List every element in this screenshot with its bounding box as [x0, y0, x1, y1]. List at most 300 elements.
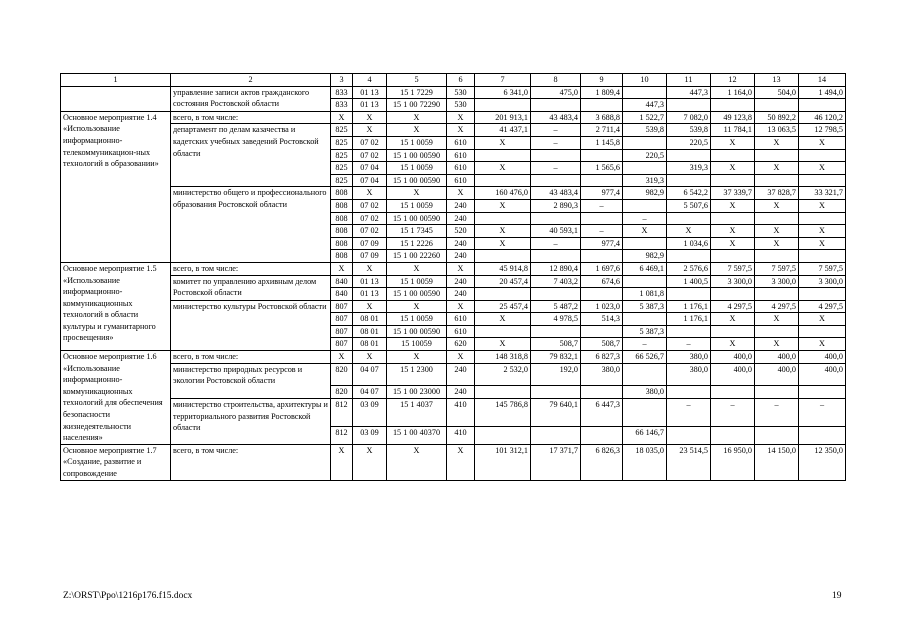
- table-cell: 825: [331, 174, 353, 187]
- table-cell: 400,0: [799, 363, 846, 386]
- table-cell: [623, 162, 667, 175]
- table-cell: 7 082,0: [667, 111, 711, 124]
- table-cell: 23 514,5: [667, 444, 711, 480]
- table-cell: –: [581, 225, 623, 238]
- table-cell: 674,6: [581, 275, 623, 288]
- table-cell: 5 387,3: [623, 300, 667, 313]
- table-cell: [711, 325, 755, 338]
- table-cell: 1 176,1: [667, 313, 711, 326]
- table-cell: 820: [331, 386, 353, 399]
- total-label: всего, в том числе:: [171, 262, 331, 275]
- column-header: 8: [531, 74, 581, 87]
- table-cell: 12 798,5: [799, 124, 846, 137]
- table-cell: [755, 212, 799, 225]
- table-cell: 1 522,7: [623, 111, 667, 124]
- table-cell: X: [353, 111, 387, 124]
- table-cell: –: [531, 162, 581, 175]
- table-cell: 08 01: [353, 338, 387, 351]
- table-cell: –: [667, 398, 711, 426]
- table-cell: 220,5: [623, 149, 667, 162]
- table-cell: 1 023,0: [581, 300, 623, 313]
- table-cell: X: [331, 111, 353, 124]
- table-cell: [475, 288, 531, 301]
- table-row: [61, 363, 846, 386]
- table-cell: 240: [447, 386, 475, 399]
- table-cell: 7 597,5: [799, 262, 846, 275]
- table-cell: 15 1 0059: [387, 313, 447, 326]
- table-cell: [755, 99, 799, 112]
- table-cell: 201 913,1: [475, 111, 531, 124]
- total-label: всего, в том числе:: [171, 111, 331, 124]
- table-cell: X: [755, 225, 799, 238]
- table-cell: [755, 325, 799, 338]
- table-cell: [475, 149, 531, 162]
- table-cell: 14 150,0: [755, 444, 799, 480]
- table-cell: 833: [331, 99, 353, 112]
- table-cell: 380,0: [667, 363, 711, 386]
- table-cell: X: [667, 225, 711, 238]
- table-cell: 520: [447, 225, 475, 238]
- table-cell: 240: [447, 288, 475, 301]
- table-cell: [711, 99, 755, 112]
- table-cell: 79 640,1: [531, 398, 581, 426]
- table-cell: 400,0: [755, 351, 799, 364]
- table-cell: X: [353, 187, 387, 200]
- table-cell: X: [799, 199, 846, 212]
- table-cell: [623, 313, 667, 326]
- table-cell: [531, 288, 581, 301]
- table-cell: 240: [447, 237, 475, 250]
- table-cell: 825: [331, 162, 353, 175]
- table-cell: [623, 136, 667, 149]
- table-cell: 530: [447, 86, 475, 99]
- table-cell: 400,0: [799, 351, 846, 364]
- page-number: 19: [832, 591, 842, 601]
- table-cell: 4 297,5: [799, 300, 846, 313]
- table-cell: X: [387, 124, 447, 137]
- table-cell: X: [475, 237, 531, 250]
- agency-name: министерство природных ресурсов и экологии Ростовской области: [171, 363, 331, 398]
- table-cell: 15 1 00 22260: [387, 250, 447, 263]
- table-cell: [61, 86, 171, 111]
- table-cell: –: [799, 398, 846, 426]
- table-cell: –: [531, 136, 581, 149]
- table-cell: X: [755, 237, 799, 250]
- table-cell: [475, 426, 531, 444]
- table-cell: 812: [331, 398, 353, 426]
- table-cell: 982,9: [623, 187, 667, 200]
- table-cell: X: [475, 162, 531, 175]
- table-cell: X: [711, 162, 755, 175]
- table-cell: X: [331, 444, 353, 480]
- table-cell: 01 13: [353, 275, 387, 288]
- table-cell: 4 978,5: [531, 313, 581, 326]
- table-cell: 807: [331, 300, 353, 313]
- table-cell: 1 809,4: [581, 86, 623, 99]
- table-cell: 447,3: [667, 86, 711, 99]
- table-cell: 6 826,3: [581, 444, 623, 480]
- agency-name: министерство общего и профессионального образования Ростовской области: [171, 187, 331, 263]
- table-cell: 1 565,6: [581, 162, 623, 175]
- table-cell: [667, 325, 711, 338]
- table-cell: [475, 212, 531, 225]
- table-cell: [755, 250, 799, 263]
- table-cell: 825: [331, 149, 353, 162]
- table-cell: X: [387, 444, 447, 480]
- table-cell: 15 1 00 00590: [387, 149, 447, 162]
- table-cell: X: [799, 162, 846, 175]
- table-cell: 15 1 0059: [387, 162, 447, 175]
- table-cell: [623, 237, 667, 250]
- table-cell: X: [475, 225, 531, 238]
- table-cell: X: [799, 313, 846, 326]
- table-cell: 33 321,7: [799, 187, 846, 200]
- table-header-row: [61, 74, 846, 87]
- table-cell: X: [387, 187, 447, 200]
- table-cell: 07 02: [353, 136, 387, 149]
- table-cell: X: [387, 300, 447, 313]
- table-cell: [755, 174, 799, 187]
- table-cell: [531, 250, 581, 263]
- table-cell: 410: [447, 398, 475, 426]
- table-cell: 192,0: [531, 363, 581, 386]
- table-cell: X: [799, 225, 846, 238]
- table-cell: X: [799, 237, 846, 250]
- table-cell: 1 400,5: [667, 275, 711, 288]
- table-cell: 504,0: [755, 86, 799, 99]
- table-cell: [475, 250, 531, 263]
- table-cell: 610: [447, 313, 475, 326]
- table-cell: [475, 325, 531, 338]
- table-cell: 610: [447, 325, 475, 338]
- table-cell: 18 035,0: [623, 444, 667, 480]
- table-cell: [531, 212, 581, 225]
- table-cell: 7 403,2: [531, 275, 581, 288]
- table-cell: 610: [447, 162, 475, 175]
- table-cell: –: [755, 398, 799, 426]
- column-header: 14: [799, 74, 846, 87]
- table-cell: 07 02: [353, 149, 387, 162]
- table-cell: 1 494,0: [799, 86, 846, 99]
- table-row: [61, 275, 846, 288]
- table-cell: 1 697,6: [581, 262, 623, 275]
- table-cell: 508,7: [581, 338, 623, 351]
- table-cell: [799, 99, 846, 112]
- table-cell: 45 914,8: [475, 262, 531, 275]
- table-cell: 17 371,7: [531, 444, 581, 480]
- table-cell: X: [353, 300, 387, 313]
- column-header: 12: [711, 74, 755, 87]
- table-cell: 03 09: [353, 398, 387, 426]
- table-cell: 41 437,1: [475, 124, 531, 137]
- table-cell: 530: [447, 99, 475, 112]
- table-cell: 50 892,2: [755, 111, 799, 124]
- table-cell: 2 890,3: [531, 199, 581, 212]
- table-cell: 5 507,6: [667, 199, 711, 212]
- table-cell: –: [581, 199, 623, 212]
- table-cell: 808: [331, 250, 353, 263]
- table-cell: 2 711,4: [581, 124, 623, 137]
- table-cell: 1 081,8: [623, 288, 667, 301]
- table-cell: 808: [331, 187, 353, 200]
- table-cell: 15 1 00 23000: [387, 386, 447, 399]
- table-cell: 807: [331, 325, 353, 338]
- table-cell: 514,3: [581, 313, 623, 326]
- table-cell: 15 1 0059: [387, 199, 447, 212]
- table-cell: 20 457,4: [475, 275, 531, 288]
- table-cell: 15 1 0059: [387, 275, 447, 288]
- measure-name: Основное мероприятие 1.7 «Создание, развитие и сопровождение: [61, 444, 171, 480]
- table-cell: 1 176,1: [667, 300, 711, 313]
- table-cell: 807: [331, 313, 353, 326]
- table-cell: 977,4: [581, 237, 623, 250]
- table-cell: 610: [447, 136, 475, 149]
- table-cell: X: [475, 136, 531, 149]
- table-cell: [475, 386, 531, 399]
- table-cell: 7 597,5: [755, 262, 799, 275]
- table-cell: X: [711, 338, 755, 351]
- table-cell: X: [447, 111, 475, 124]
- table-cell: 620: [447, 338, 475, 351]
- table-cell: 825: [331, 124, 353, 137]
- table-cell: X: [387, 262, 447, 275]
- table-row: [61, 86, 846, 99]
- agency-name: департамент по делам казачества и кадетских учебных заведений Ростовской области: [171, 124, 331, 187]
- measure-name: Основное мероприятие 1.5 «Использование информационно-коммуникационных технологий в области культуры и гуманитарного просвещения»: [61, 262, 171, 350]
- table-cell: 07 02: [353, 225, 387, 238]
- section-total-row: [61, 351, 846, 364]
- table-cell: [581, 386, 623, 399]
- table-cell: 380,0: [581, 363, 623, 386]
- table-cell: 977,4: [581, 187, 623, 200]
- table-cell: 2 576,6: [667, 262, 711, 275]
- table-cell: 808: [331, 199, 353, 212]
- table-cell: [667, 99, 711, 112]
- table-cell: X: [353, 444, 387, 480]
- table-cell: 15 1 7345: [387, 225, 447, 238]
- table-cell: X: [799, 136, 846, 149]
- table-cell: [581, 426, 623, 444]
- table-cell: [799, 149, 846, 162]
- table-cell: 07 02: [353, 199, 387, 212]
- table-cell: [667, 426, 711, 444]
- table-cell: 15 1 7229: [387, 86, 447, 99]
- table-cell: 447,3: [623, 99, 667, 112]
- table-cell: 08 01: [353, 313, 387, 326]
- table-cell: [755, 288, 799, 301]
- table-cell: 1 145,8: [581, 136, 623, 149]
- table-cell: 43 483,4: [531, 187, 581, 200]
- table-cell: 807: [331, 338, 353, 351]
- table-cell: X: [755, 338, 799, 351]
- table-cell: [799, 174, 846, 187]
- table-cell: X: [331, 262, 353, 275]
- table-cell: X: [447, 444, 475, 480]
- table-cell: 37 339,7: [711, 187, 755, 200]
- table-cell: 15 1 00 00590: [387, 325, 447, 338]
- table-cell: 240: [447, 212, 475, 225]
- table-cell: 08 01: [353, 325, 387, 338]
- measure-name: Основное мероприятие 1.6 «Использование информационно-коммуникационных технологий для обеспечения безопасности жизнедеятельности населения»: [61, 351, 171, 445]
- table-cell: 1 164,0: [711, 86, 755, 99]
- table-cell: [581, 288, 623, 301]
- table-cell: –: [623, 338, 667, 351]
- table-cell: 380,0: [667, 351, 711, 364]
- table-cell: 240: [447, 275, 475, 288]
- table-cell: [667, 174, 711, 187]
- budget-table: [60, 73, 846, 481]
- table-cell: 508,7: [531, 338, 581, 351]
- table-cell: 40 593,1: [531, 225, 581, 238]
- table-cell: [799, 250, 846, 263]
- table-cell: 825: [331, 136, 353, 149]
- table-cell: 43 483,4: [531, 111, 581, 124]
- agency-name: управление записи актов гражданского состояния Ростовской области: [171, 86, 331, 111]
- total-label: всего, в том числе:: [171, 351, 331, 364]
- table-cell: [581, 325, 623, 338]
- table-cell: –: [711, 398, 755, 426]
- table-cell: 400,0: [755, 363, 799, 386]
- table-cell: X: [475, 338, 531, 351]
- table-cell: 3 300,0: [711, 275, 755, 288]
- table-cell: [475, 99, 531, 112]
- table-cell: 16 950,0: [711, 444, 755, 480]
- table-cell: 01 13: [353, 99, 387, 112]
- document-path: Z:\ORST\Ppo\1216p176.f15.docx: [63, 591, 193, 601]
- table-cell: 6 341,0: [475, 86, 531, 99]
- table-cell: 11 784,1: [711, 124, 755, 137]
- agency-name: комитет по управлению архивным делом Ростовской области: [171, 275, 331, 300]
- table-cell: X: [475, 199, 531, 212]
- column-header: 1: [61, 74, 171, 87]
- table-cell: 808: [331, 237, 353, 250]
- table-cell: 820: [331, 363, 353, 386]
- table-cell: 840: [331, 275, 353, 288]
- table-cell: [799, 288, 846, 301]
- table-cell: 46 120,2: [799, 111, 846, 124]
- section-total-row: [61, 444, 846, 480]
- section-total-row: [61, 262, 846, 275]
- table-cell: X: [755, 313, 799, 326]
- table-cell: 240: [447, 363, 475, 386]
- table-cell: 240: [447, 250, 475, 263]
- table-cell: 15 1 4037: [387, 398, 447, 426]
- table-cell: 539,8: [623, 124, 667, 137]
- table-cell: [711, 174, 755, 187]
- table-cell: [799, 426, 846, 444]
- table-cell: 15 1 00 00590: [387, 288, 447, 301]
- table-cell: X: [623, 225, 667, 238]
- table-cell: 5 387,3: [623, 325, 667, 338]
- table-cell: 15 1 00 72290: [387, 99, 447, 112]
- table-cell: X: [711, 237, 755, 250]
- table-cell: 808: [331, 212, 353, 225]
- table-cell: X: [387, 351, 447, 364]
- table-cell: 15 10059: [387, 338, 447, 351]
- table-cell: 400,0: [711, 351, 755, 364]
- table-cell: 66 146,7: [623, 426, 667, 444]
- table-cell: 3 300,0: [755, 275, 799, 288]
- table-cell: X: [711, 313, 755, 326]
- table-cell: 07 09: [353, 237, 387, 250]
- table-cell: X: [447, 300, 475, 313]
- table-cell: 240: [447, 199, 475, 212]
- table-cell: 3 300,0: [799, 275, 846, 288]
- table-cell: 5 487,2: [531, 300, 581, 313]
- table-cell: [581, 250, 623, 263]
- table-cell: 7 597,5: [711, 262, 755, 275]
- table-cell: [531, 149, 581, 162]
- column-header: 11: [667, 74, 711, 87]
- table-cell: 12 890,4: [531, 262, 581, 275]
- table-cell: [755, 149, 799, 162]
- table-cell: X: [755, 162, 799, 175]
- table-cell: X: [799, 338, 846, 351]
- column-header: 13: [755, 74, 799, 87]
- table-cell: –: [531, 124, 581, 137]
- table-cell: [531, 325, 581, 338]
- table-cell: –: [531, 237, 581, 250]
- table-cell: [667, 386, 711, 399]
- table-cell: 07 09: [353, 250, 387, 263]
- table-cell: [711, 386, 755, 399]
- table-cell: [799, 386, 846, 399]
- table-cell: 25 457,4: [475, 300, 531, 313]
- table-cell: 49 123,8: [711, 111, 755, 124]
- table-cell: [531, 99, 581, 112]
- table-row: [61, 398, 846, 426]
- table-cell: [711, 212, 755, 225]
- table-cell: 37 828,7: [755, 187, 799, 200]
- table-cell: 400,0: [711, 363, 755, 386]
- table-cell: 12 350,0: [799, 444, 846, 480]
- table-cell: X: [447, 262, 475, 275]
- table-cell: [623, 199, 667, 212]
- table-cell: 101 312,1: [475, 444, 531, 480]
- table-cell: 79 832,1: [531, 351, 581, 364]
- section-total-row: [61, 111, 846, 124]
- table-cell: [531, 174, 581, 187]
- table-row: [61, 124, 846, 137]
- table-row: [61, 300, 846, 313]
- table-row: [61, 187, 846, 200]
- table-cell: [581, 212, 623, 225]
- table-cell: [711, 288, 755, 301]
- table-cell: 475,0: [531, 86, 581, 99]
- table-cell: 1 034,6: [667, 237, 711, 250]
- column-header: 9: [581, 74, 623, 87]
- table-cell: 6 827,3: [581, 351, 623, 364]
- table-cell: [667, 212, 711, 225]
- table-cell: [623, 86, 667, 99]
- table-cell: 01 13: [353, 86, 387, 99]
- table-cell: 160 476,0: [475, 187, 531, 200]
- table-cell: 812: [331, 426, 353, 444]
- table-cell: 6 447,3: [581, 398, 623, 426]
- table-cell: X: [711, 136, 755, 149]
- table-cell: [531, 426, 581, 444]
- table-cell: 04 07: [353, 386, 387, 399]
- table-cell: 03 09: [353, 426, 387, 444]
- table-cell: 610: [447, 149, 475, 162]
- table-cell: X: [475, 313, 531, 326]
- table-cell: 410: [447, 426, 475, 444]
- table-cell: 07 02: [353, 212, 387, 225]
- table-cell: –: [667, 338, 711, 351]
- table-cell: X: [755, 136, 799, 149]
- table-cell: 2 532,0: [475, 363, 531, 386]
- table-cell: [623, 398, 667, 426]
